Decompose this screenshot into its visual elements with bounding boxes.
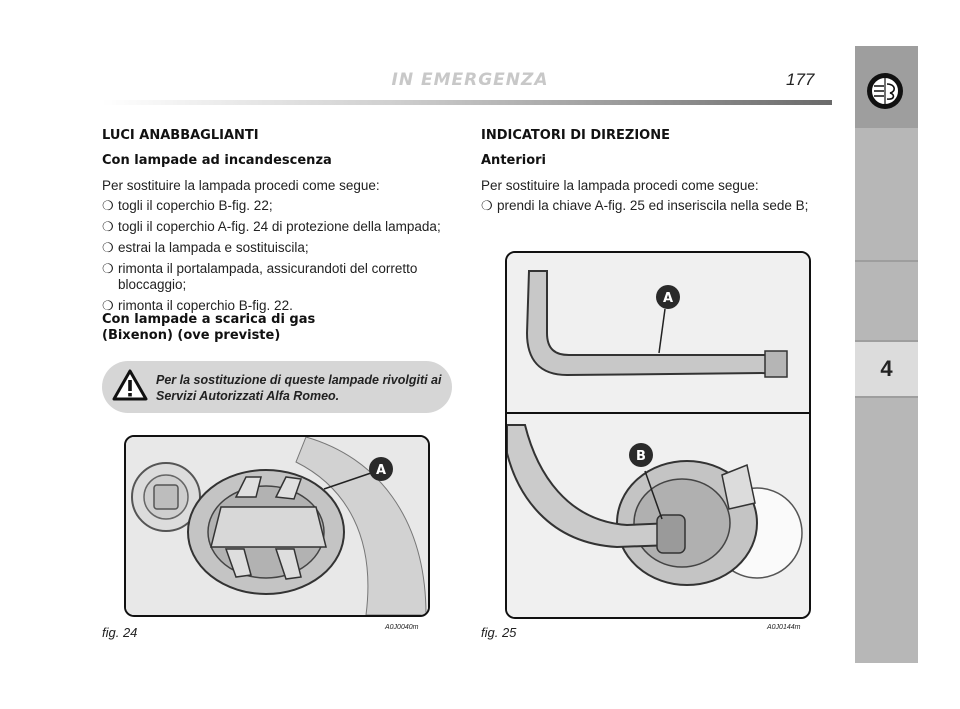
fig25-illustration	[507, 253, 809, 617]
subheading-incandescent: Con lampade ad incandescenza	[102, 153, 332, 168]
warning-text: Per la sostituzione di queste lampade rivolgiti ai Servizi Autorizzati Alfa Romeo.	[156, 373, 442, 403]
bullet-icon: ❍	[102, 298, 114, 313]
fig24-code: A0J0040m	[385, 624, 419, 631]
header-rule	[102, 100, 832, 105]
chapter-number: 4	[880, 356, 893, 381]
chapter-badge	[855, 342, 918, 396]
bullet-icon: ❍	[102, 198, 114, 213]
steps-list-right	[481, 198, 841, 219]
figure-24	[124, 435, 430, 617]
alfa-romeo-logo-icon	[866, 72, 904, 110]
steps-list	[102, 198, 462, 319]
subheading-front: Anteriori	[481, 153, 547, 168]
page-number: 177	[786, 70, 815, 89]
figure-25	[505, 251, 811, 619]
fig24-label-a: A	[375, 463, 387, 478]
bullet-icon: ❍	[102, 240, 114, 255]
section-heading-low-beam: LUCI ANABBAGLIANTI	[102, 128, 259, 143]
list-item: ❍ estrai la lampada e sostituiscila;	[102, 240, 309, 255]
fig24-caption: fig. 24	[102, 625, 138, 640]
bullet-icon: ❍	[102, 219, 114, 234]
intro-text: Per sostituire la lampada procedi come segue:	[102, 178, 380, 193]
fig24-illustration	[126, 437, 428, 615]
sidebar-tab	[855, 262, 918, 340]
list-item: ❍ rimonta il coperchio B-fig. 22.	[102, 298, 293, 313]
bullet-icon: ❍	[102, 261, 114, 276]
list-item: ❍ prendi la chiave A-fig. 25 ed inseriscila nella sede B;	[481, 198, 809, 213]
bullet-icon: ❍	[481, 198, 493, 213]
sidebar-tab	[855, 398, 918, 663]
section-heading-indicators: INDICATORI DI DIREZIONE	[481, 128, 670, 143]
list-item: ❍ togli il coperchio A-fig. 24 di protezione della lampada;	[102, 219, 441, 234]
fig25-caption: fig. 25	[481, 625, 517, 640]
sidebar-tab	[855, 128, 918, 260]
fig25-code: A0J0144m	[767, 624, 801, 631]
warning-triangle-icon	[112, 369, 148, 401]
subheading-xenon-line1: Con lampade a scarica di gas	[102, 312, 316, 327]
section-title: IN EMERGENZA	[391, 70, 549, 90]
fig25-label-a: A	[662, 291, 674, 306]
list-item: ❍ togli il coperchio B-fig. 22;	[102, 198, 273, 213]
list-item: ❍ rimonta il portalampada, assicurandoti del corretto bloccaggio;	[102, 261, 418, 292]
fig25-label-b: B	[636, 449, 646, 464]
subheading-xenon-line2: (Bixenon) (ove previste)	[102, 328, 281, 343]
intro-text-right: Per sostituire la lampada procedi come segue:	[481, 178, 759, 193]
